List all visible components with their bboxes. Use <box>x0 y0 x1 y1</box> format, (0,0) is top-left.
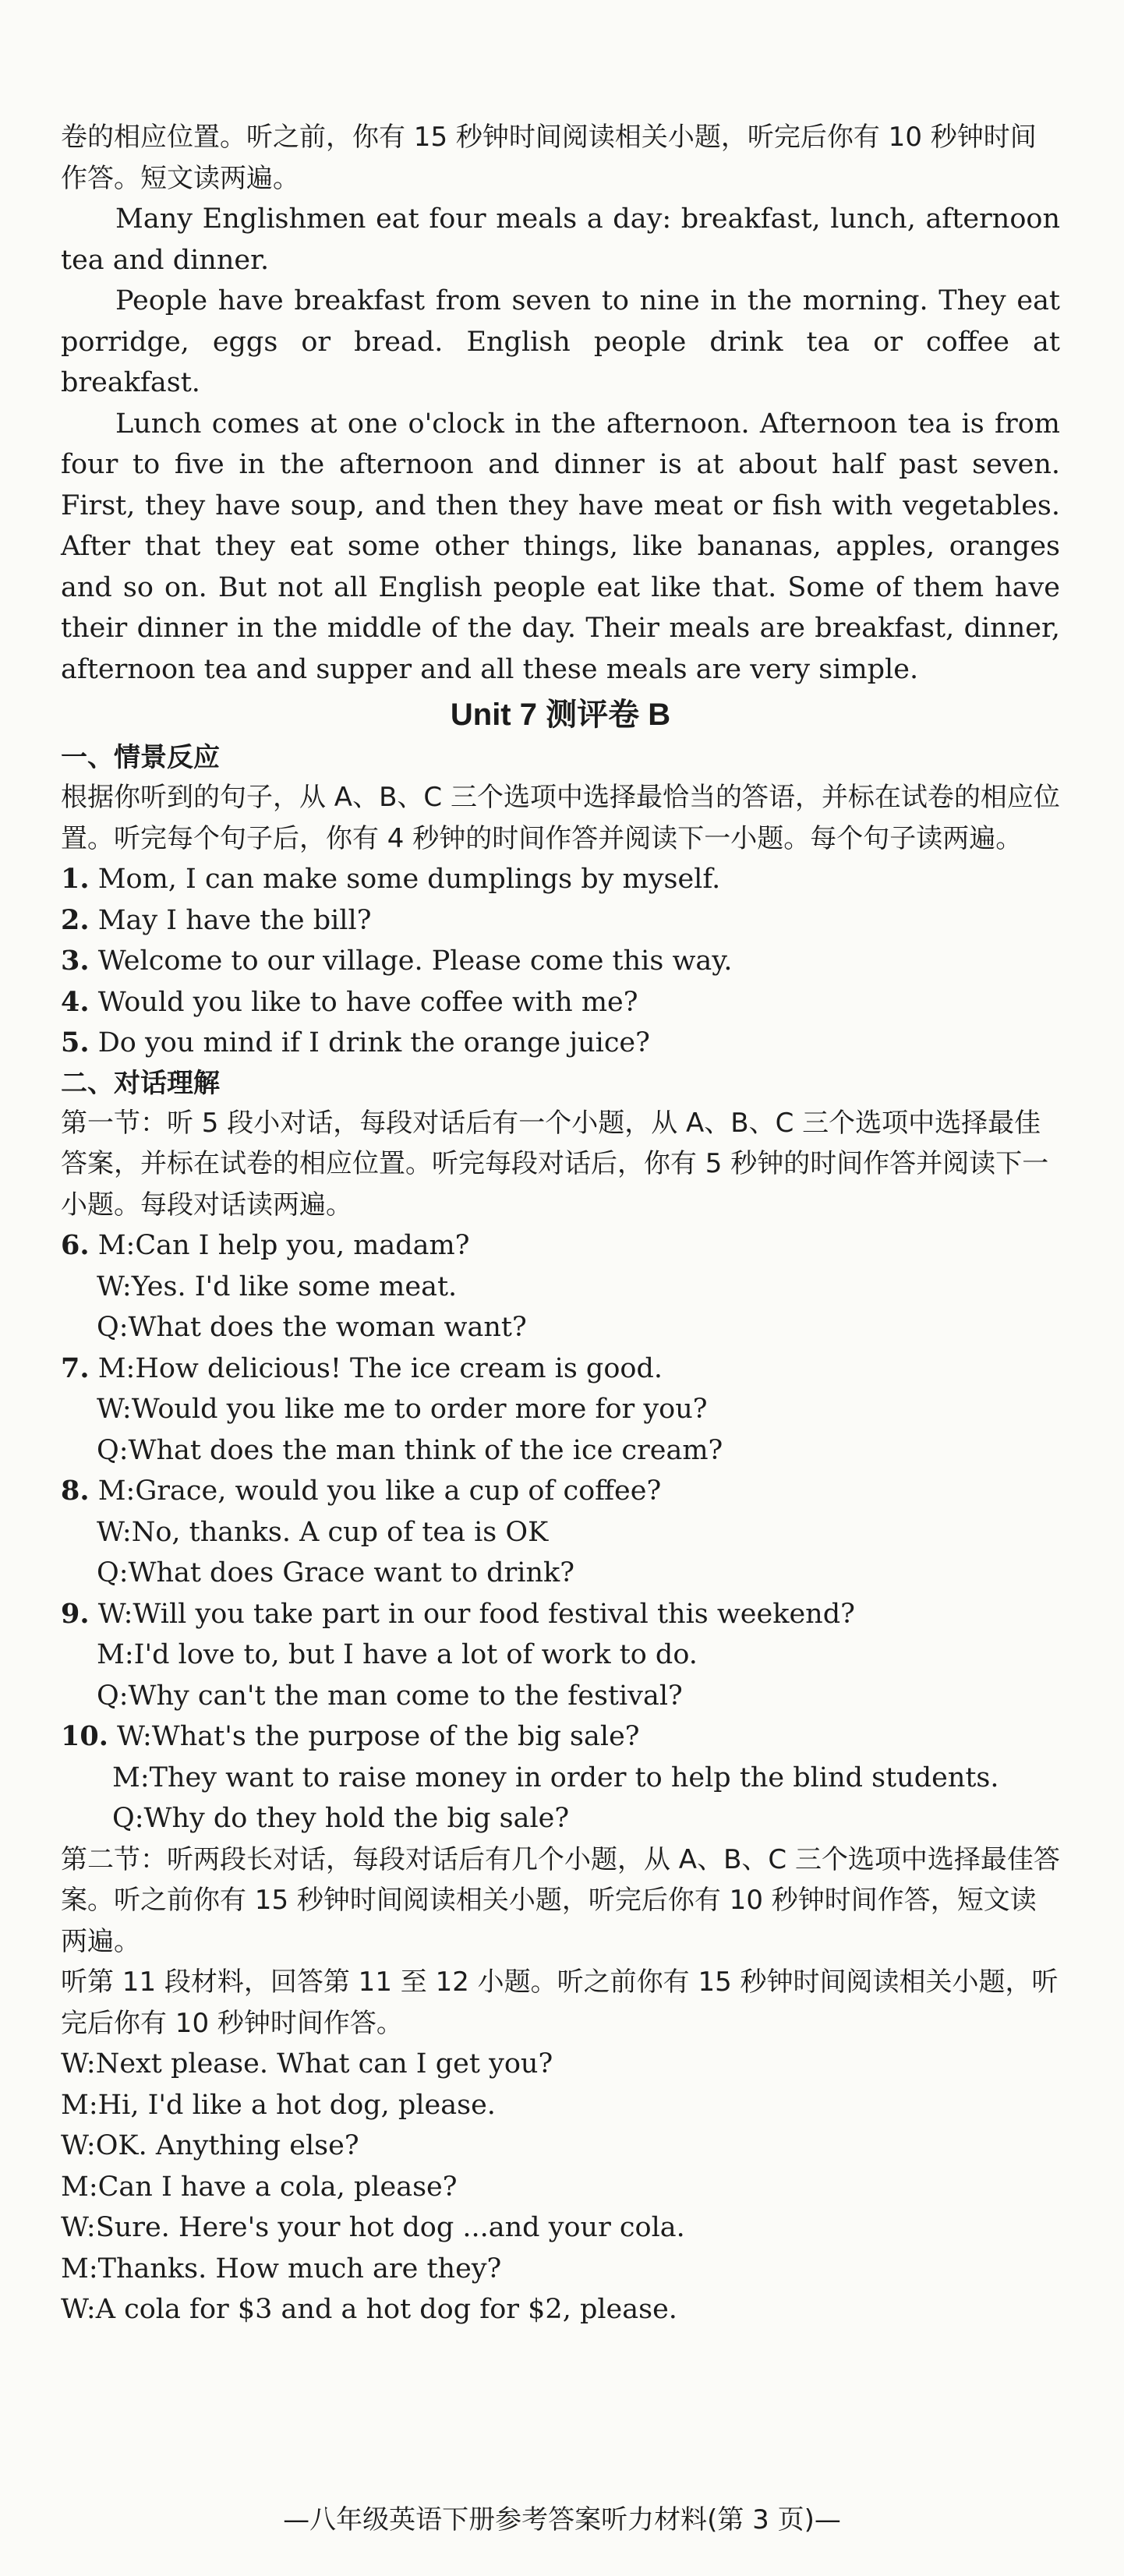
dialog-question: Q:Why do they hold the big sale? <box>112 1803 570 1834</box>
section-1-items <box>61 859 1060 1064</box>
question-item: 4. Would you like to have coffee with me? <box>61 985 638 1018</box>
document-page <box>61 117 1060 2330</box>
dialog-line: M:I'd love to, but I have a lot of work to do. <box>97 1639 698 1670</box>
dialog-question: Q:What does the woman want? <box>97 1312 527 1343</box>
dialog-item: 10. W:What's the purpose of the big sale? <box>61 1720 640 1752</box>
conversation-line: W:Sure. Here's your hot dog ...and your cola. <box>61 2212 685 2243</box>
conversation-line: W:A cola for $3 and a hot dog for $2, please. <box>61 2294 677 2325</box>
dialog-item: 9. W:Will you take part in our food festival this weekend? <box>61 1597 855 1630</box>
section-2-part1-instruction: 第一节：听 5 段小对话，每段对话后有一个小题，从 A、B、C 三个选项中选择最佳答案，并标在试卷的相应位置。听完每段对话后，你有 5 秒钟的时间作答并阅读下一小题。每段对话读两遍。 <box>61 1107 1049 1221</box>
question-item: 3. Welcome to our village. Please come this way. <box>61 945 733 977</box>
section-1-instruction: 根据你听到的句子，从 A、B、C 三个选项中选择最恰当的答语，并标在试卷的相应位置。听完每个句子后，你有 4 秒钟的时间作答并阅读下一小题。每个句子读两遍。 <box>61 782 1060 854</box>
question-item: 2. May I have the bill? <box>61 903 372 936</box>
section-2-part2-instruction: 第二节：听两段长对话，每段对话后有几个小题，从 A、B、C 三个选项中选择最佳答案。听之前你有 15 秒钟时间阅读相关小题，听完后你有 10 秒钟时间作答，短文读两遍。 <box>61 1843 1060 1957</box>
dialog-item: 6. M:Can I help you, madam? <box>61 1229 470 1261</box>
dialog-list <box>61 1225 1060 1839</box>
dialog-item: 8. M:Grace, would you like a cup of coffee? <box>61 1475 662 1507</box>
conversation-11 <box>61 2044 1060 2330</box>
intro-instruction: 卷的相应位置。听之前，你有 15 秒钟时间阅读相关小题，听完后你有 10 秒钟时间作答。短文读两遍。 <box>61 122 1037 194</box>
section-1-heading: 一、情景反应 <box>61 742 220 773</box>
passage-paragraph-3: Lunch comes at one o'clock in the afternoon. Afternoon tea is from four to five in the afternoon and dinner is at about half past seven. First, they have soup, and then they have meat or fish with vegetables. After that they eat some other things, like bananas, apples, oranges and so on. But not all English people eat like that. Some of them have their dinner in the middle of the day. Their meals are breakfast, dinner, afternoon tea and supper and all these meals are very simple. <box>61 408 1060 685</box>
dialog-question: Q:What does Grace want to drink? <box>97 1557 574 1588</box>
question-item: 5. Do you mind if I drink the orange juice? <box>61 1027 650 1058</box>
conversation-line: M:Thanks. How much are they? <box>61 2253 502 2284</box>
page-footer: —八年级英语下册参考答案听力材料(第 3 页)— <box>283 2504 841 2535</box>
conversation-line: M:Hi, I'd like a hot dog, please. <box>61 2089 496 2121</box>
dialog-line: W:Would you like me to order more for you? <box>97 1394 708 1425</box>
conversation-line: W:Next please. What can I get you? <box>61 2048 553 2080</box>
dialog-question: Q:What does the man think of the ice cream? <box>97 1434 723 1466</box>
unit-title: Unit 7 测评卷 B <box>450 698 671 732</box>
dialog-line: M:They want to raise money in order to help the blind students. <box>112 1762 999 1793</box>
passage-paragraph-1: Many Englishmen eat four meals a day: breakfast, lunch, afternoon tea and dinner. <box>61 203 1060 276</box>
material-11-intro: 听第 11 段材料，回答第 11 至 12 小题。听之前你有 15 秒钟时间阅读相关小题，听完后你有 10 秒钟时间作答。 <box>61 1966 1059 2039</box>
conversation-line: M:Can I have a cola, please? <box>61 2171 458 2203</box>
conversation-line: W:OK. Anything else? <box>61 2130 359 2161</box>
section-2-heading: 二、对话理解 <box>61 1067 220 1099</box>
question-item: 1. Mom, I can make some dumplings by myself. <box>61 863 721 895</box>
dialog-line: W:No, thanks. A cup of tea is OK <box>97 1516 549 1548</box>
dialog-question: Q:Why can't the man come to the festival? <box>97 1680 683 1712</box>
dialog-item: 7. M:How delicious! The ice cream is good. <box>61 1352 663 1384</box>
passage-paragraph-2: People have breakfast from seven to nine in the morning. They eat porridge, eggs or bread. English people drink tea or coffee at breakfast. <box>61 285 1060 398</box>
dialog-line: W:Yes. I'd like some meat. <box>97 1270 458 1302</box>
